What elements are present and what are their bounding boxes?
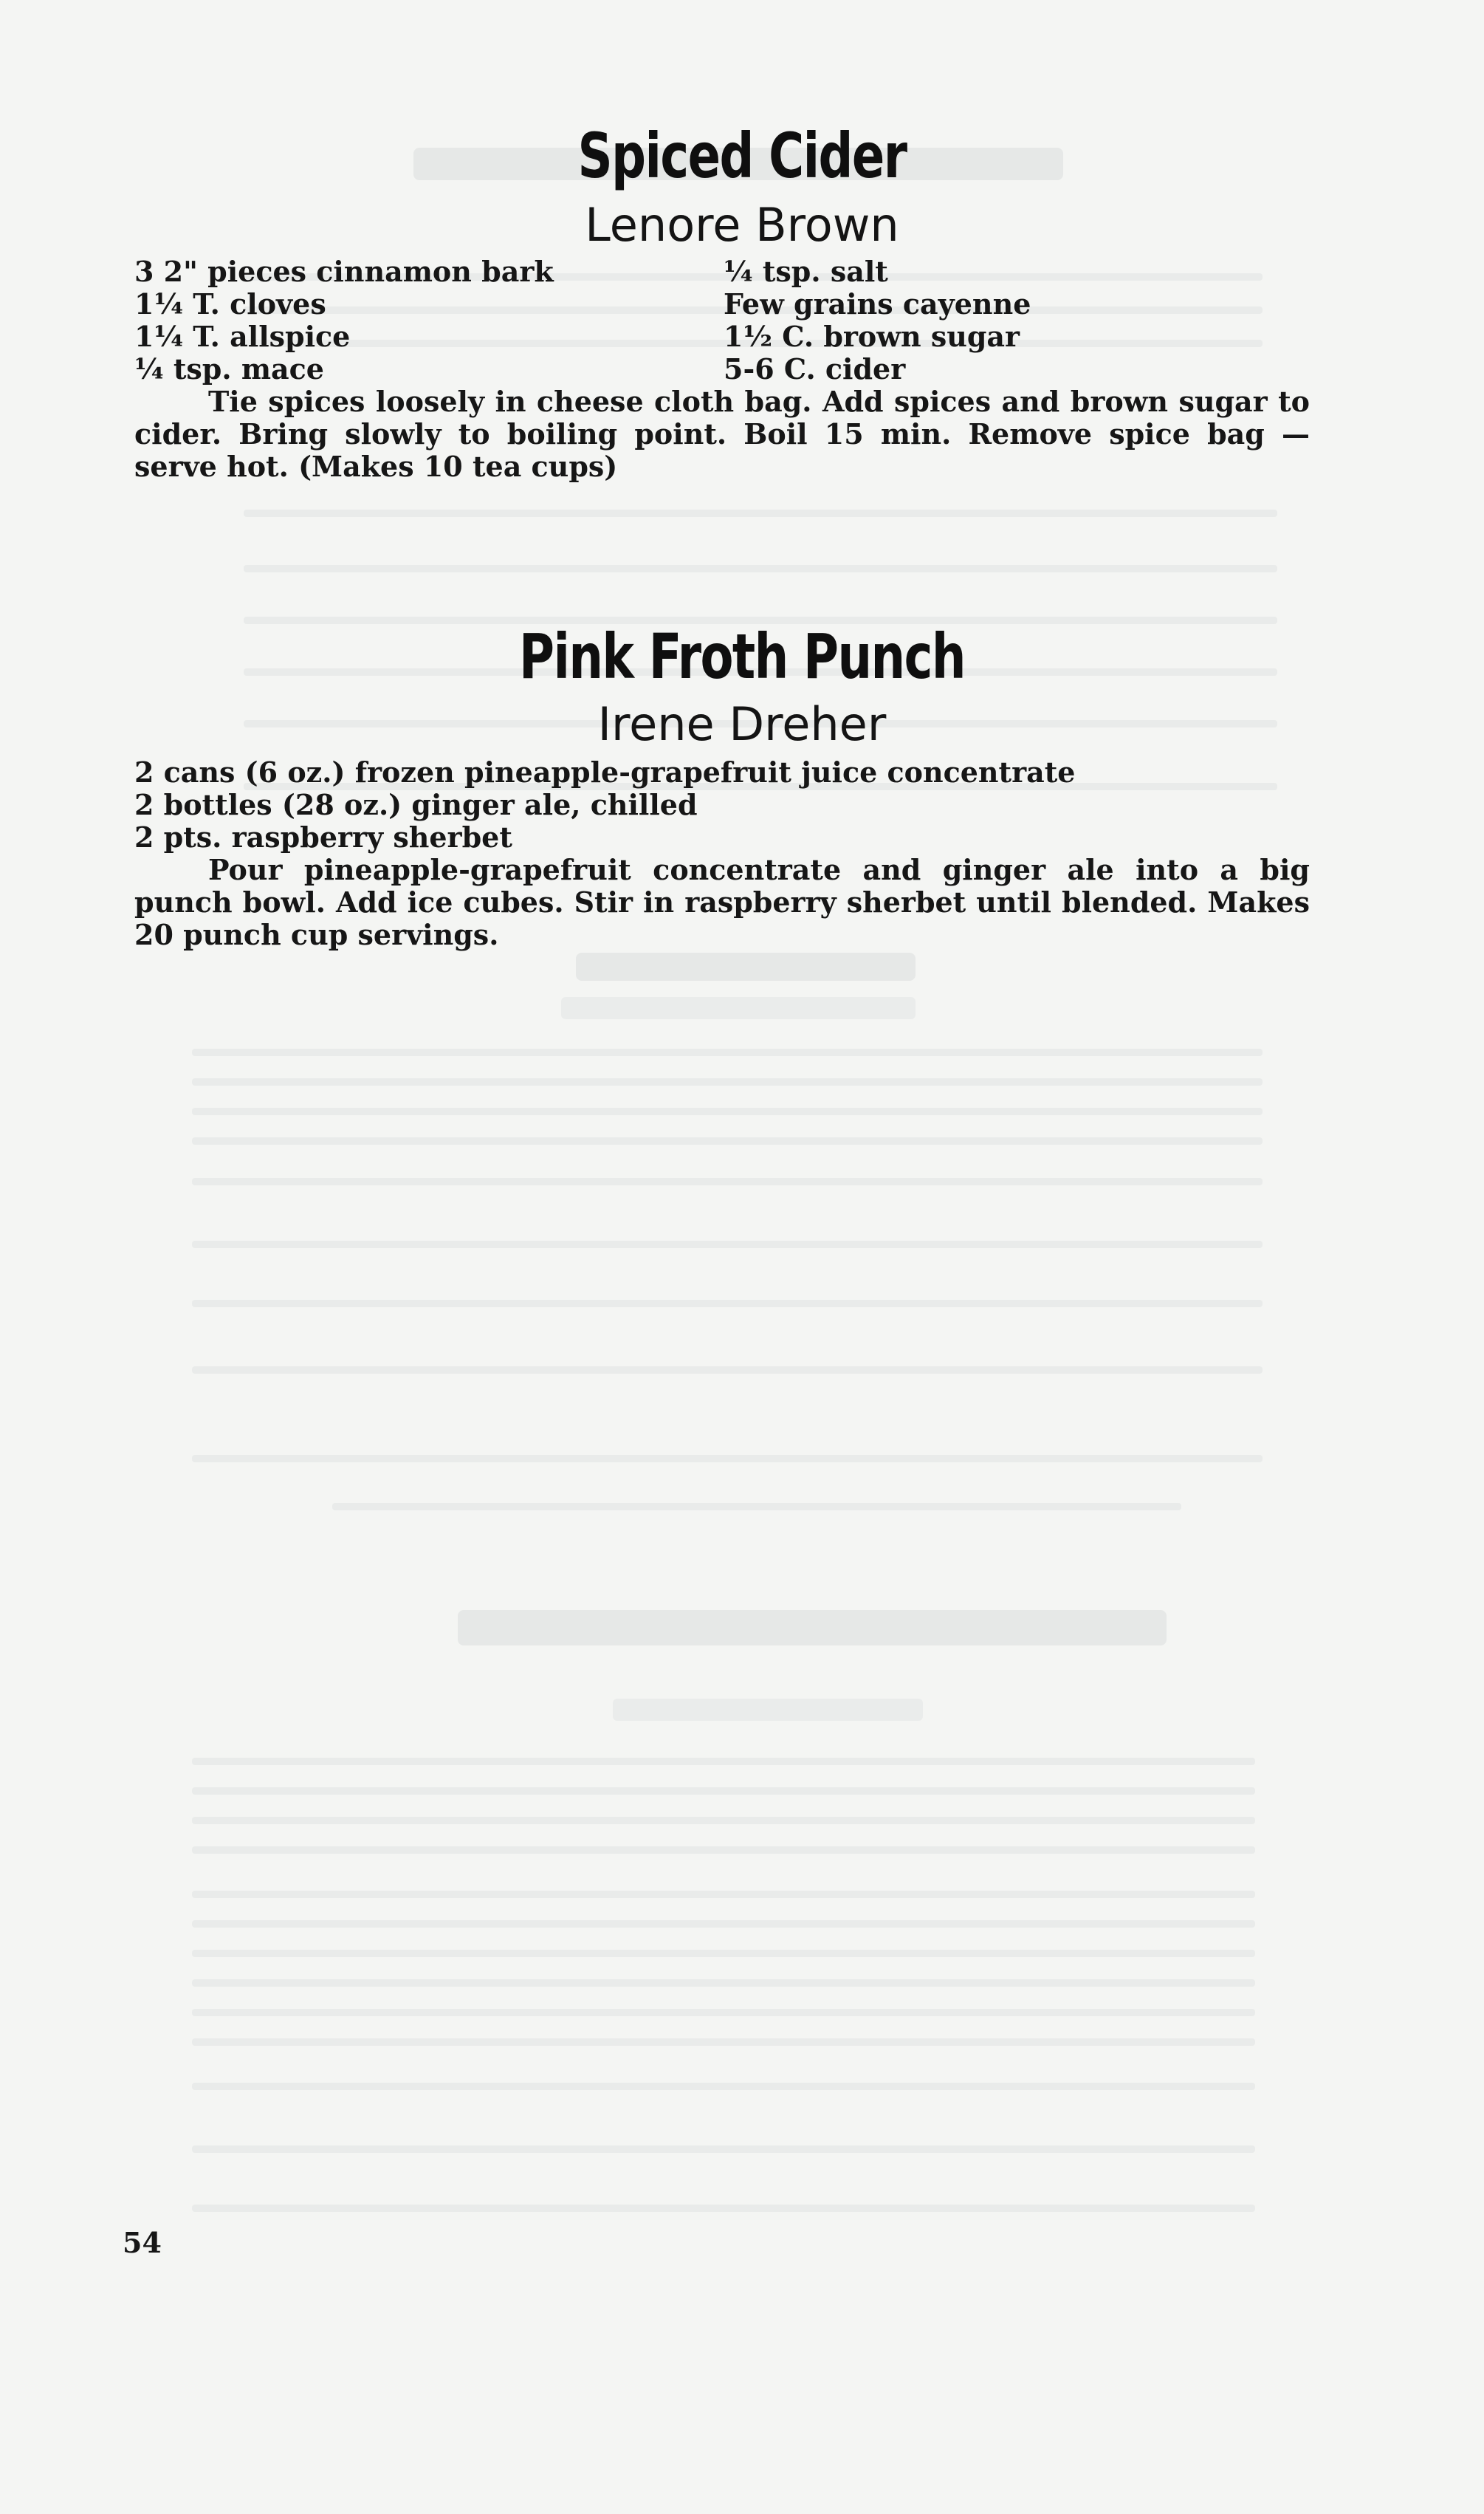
ingredient-list-left: [134, 256, 554, 386]
recipe-instructions: [134, 386, 1310, 483]
ingredient-list: [134, 756, 1075, 854]
instructions-text: Tie spices loosely in cheese cloth bag. Add spices and brown sugar to cider. Bring slowly to boiling point. Boil 15 min. Remove spice bag — serve hot. (Makes 10 tea cups): [134, 385, 1310, 483]
recipe-author: Irene Dreher: [597, 697, 887, 751]
recipe-title: Spiced Cider: [577, 120, 907, 192]
ingredient: 2 pts. raspberry sherbet: [134, 821, 512, 854]
ingredient: 2 bottles (28 oz.) ginger ale, chilled: [134, 788, 698, 821]
recipe-instructions: [134, 854, 1310, 951]
recipe-title: Pink Froth Punch: [518, 620, 966, 693]
recipe-author: Lenore Brown: [585, 198, 899, 252]
ingredient: ¼ tsp. salt: [724, 255, 888, 288]
ingredient: 1½ C. brown sugar: [724, 320, 1020, 353]
ingredient-list-right: [724, 256, 1031, 386]
page-number: 54: [123, 2226, 162, 2259]
ingredient: 1¼ T. cloves: [134, 287, 326, 321]
instructions-text: Pour pineapple-grapefruit concentrate and ginger ale into a big punch bowl. Add ice cubes. Stir in raspberry sherbet until blended. Makes 20 punch cup servings.: [134, 853, 1310, 951]
ingredient: ¼ tsp. mace: [134, 352, 324, 386]
ingredient: Few grains cayenne: [724, 287, 1031, 321]
ingredient: 1¼ T. allspice: [134, 320, 351, 353]
ingredient: 2 cans (6 oz.) frozen pineapple-grapefruit juice concentrate: [134, 756, 1076, 789]
ingredient: 5-6 C. cider: [724, 352, 906, 386]
ingredient: 3 2" pieces cinnamon bark: [134, 255, 554, 288]
